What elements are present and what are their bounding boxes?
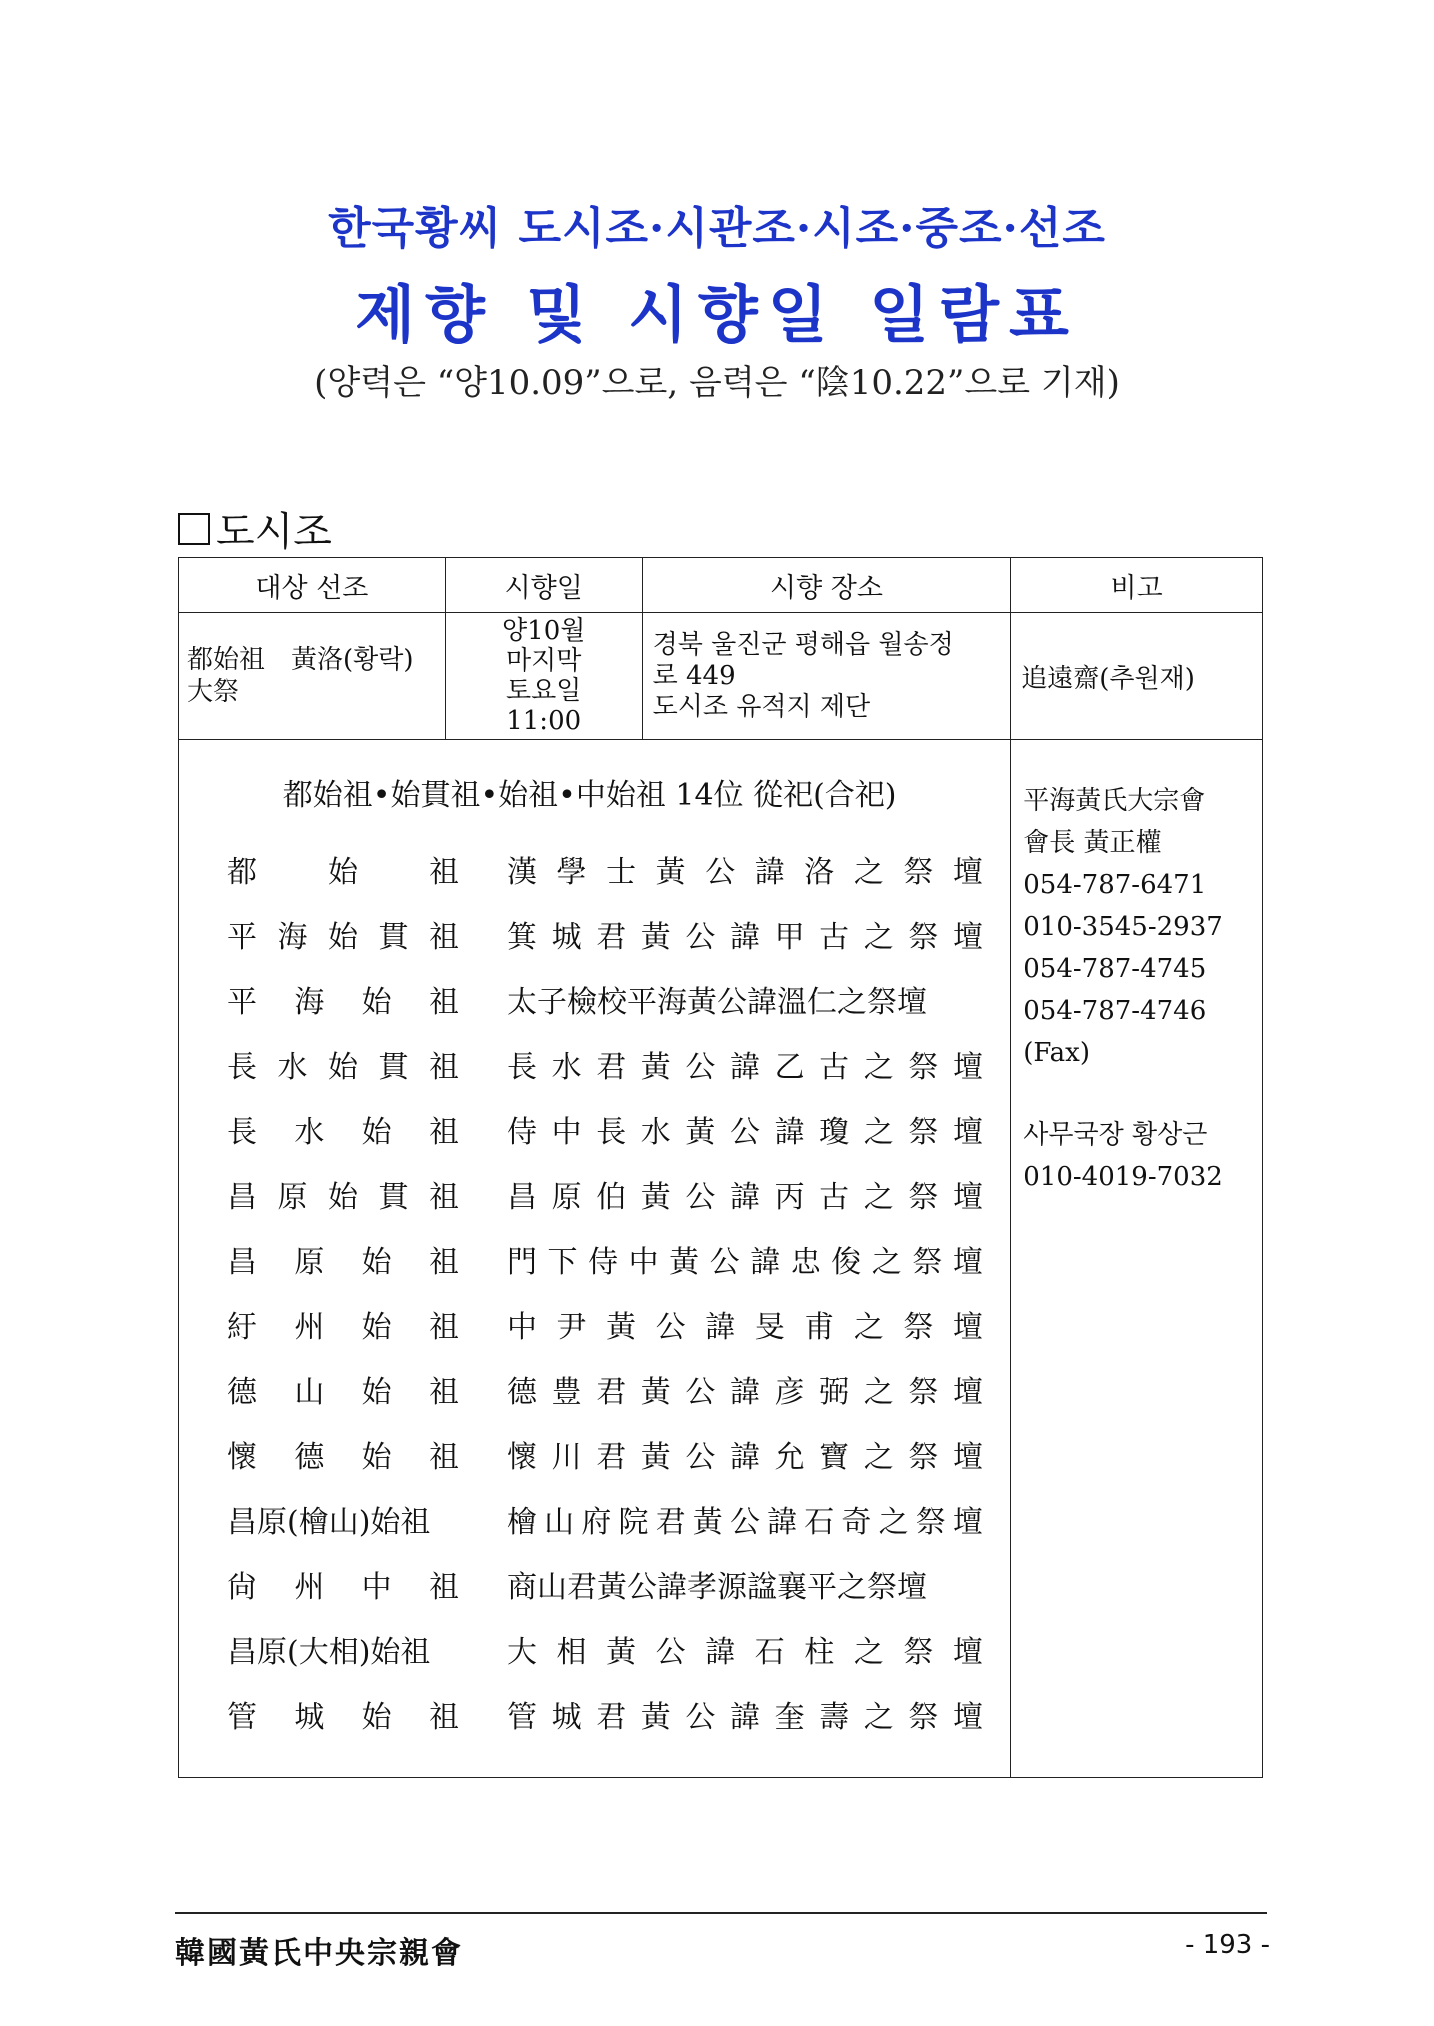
table-row (179, 613, 1263, 740)
ancestor-altar-char: 君 (596, 1439, 627, 1475)
ancestor-altar-char: 祭 (908, 1374, 939, 1410)
ancestor-altar-char: 黃 (685, 1114, 716, 1150)
ancestor-altar-char: 之 (863, 1114, 894, 1150)
section-label: 도시조 (216, 509, 332, 555)
ancestor-altar-char: 壇 (952, 1179, 983, 1215)
ancestor-title-char: 都 (227, 854, 257, 890)
ancestor-title-char: 原 (277, 1179, 308, 1215)
ancestor-title-char: 水 (277, 1049, 308, 1085)
ancestor-altar-char: 祭 (908, 919, 939, 955)
ancestor-title-char: 祖 (428, 1439, 459, 1475)
ancestor-row (179, 836, 1010, 901)
date-line: 토요일 (506, 676, 582, 706)
ancestor-title (227, 912, 459, 956)
ancestor-title-char: 祖 (428, 1114, 459, 1150)
ancestor-altar-char: 黃 (655, 854, 686, 890)
ancestor-altar-char: 中 (507, 1309, 537, 1345)
ancestor-altar-char: 之 (878, 1504, 909, 1540)
ancestor-row (179, 1226, 1010, 1291)
ancestor-altar-char: 諱 (729, 919, 760, 955)
ancestor-altar-char: 乙 (774, 1049, 805, 1085)
ancestor-row (179, 1551, 1010, 1616)
ancestor-title (227, 1042, 459, 1086)
ancestor-altar-char: 侍 (507, 1114, 537, 1150)
schedule-table (178, 557, 1263, 1778)
ancestor-altar-char: 諱 (729, 1374, 760, 1410)
ancestor-altar-char: 諱 (754, 854, 785, 890)
ancestor-altar-char: 黃 (640, 1374, 671, 1410)
ancestor-altar-char: 黃 (606, 1309, 637, 1345)
ancestor-title (227, 847, 459, 891)
place-line: 로 449 (652, 660, 736, 691)
ancestor-title-char: 始 (328, 1179, 358, 1215)
ancestor-altar-char: 君 (596, 1049, 627, 1085)
ancestor-altar-char: 柱 (804, 1634, 835, 1670)
ancestor-title-char: 始 (328, 1049, 358, 1085)
ancestor-row (179, 1681, 1010, 1746)
ancestor-altar-char: 瓊 (819, 1114, 850, 1150)
ancestor-altar-char: 壇 (952, 1634, 983, 1670)
ancestor-altar-char: 公 (685, 1699, 716, 1735)
ancestor-altar-char: 長 (596, 1114, 627, 1150)
contact-secretary-phone: 010-4019-7032 (1023, 1162, 1223, 1192)
ancestor-altar-char: 漢 (507, 854, 537, 890)
ancestor-altar-char: 古 (819, 919, 850, 955)
footer-org: 韓國黃氏中央宗親會 (175, 1936, 463, 1971)
ancestor-title-char: 尙 (227, 1569, 257, 1605)
ancestor-altar (507, 1107, 983, 1151)
table-header-row (179, 558, 1263, 613)
ancestor-altar-char: 祭 (903, 1634, 934, 1670)
ancestor-altar (507, 912, 983, 956)
date-cell (445, 613, 642, 740)
page-number: - 193 - (1185, 1930, 1270, 1960)
ancestor-title-char: 山 (294, 1374, 325, 1410)
ancestor-altar-char: 水 (551, 1049, 582, 1085)
ancestor-row (179, 1031, 1010, 1096)
ancestor-altar-char: 祭 (908, 1699, 939, 1735)
ancestor-altar-char: 允 (774, 1439, 805, 1475)
ancestor-altar-char: 太子檢校平海黃公諱溫仁之祭壇 (507, 984, 927, 1020)
ancestor-altar-char: 黃 (640, 1439, 671, 1475)
ancestor-title-char: 祖 (428, 1699, 459, 1735)
ancestor-title-char: 祖 (428, 1569, 459, 1605)
target-cell (179, 613, 446, 740)
title-line-2: 제향 및 시향일 일람표 (355, 278, 1079, 351)
ancestor-title-char: 祖 (428, 1374, 459, 1410)
ancestor-altar-char: 祭 (915, 1504, 946, 1540)
ancestor-altar (507, 1042, 983, 1086)
ancestor-altar-char: 門 (507, 1244, 537, 1280)
ancestor-altar-char: 祭 (908, 1179, 939, 1215)
ancestor-title (227, 1432, 459, 1476)
ancestor-altar-char: 伯 (596, 1179, 627, 1215)
ancestor-altar-char: 丙 (774, 1179, 805, 1215)
ancestor-row (179, 1616, 1010, 1681)
contact-phone: 054-787-4746 (1023, 996, 1207, 1026)
ancestor-title-char: 海 (294, 984, 325, 1020)
ancestor-altar-char: 管 (507, 1699, 537, 1735)
ancestor-title-char: 祖 (429, 854, 459, 890)
ancestor-altar-char: 公 (655, 1309, 686, 1345)
target-line: 大祭 (187, 677, 240, 707)
title-line-1: 한국황씨 도시조·시관조·시조·중조·선조 (328, 203, 1106, 254)
ancestor-altar-char: 壇 (952, 919, 983, 955)
ancestor-title-char: 昌原(檜山)始祖 (227, 1504, 431, 1540)
place-line: 경북 울진군 평해읍 월송정 (652, 629, 954, 660)
ancestor-altar-char: 古 (819, 1049, 850, 1085)
ancestor-title-char: 貫 (378, 919, 409, 955)
ancestor-altar-char: 諱 (705, 1634, 736, 1670)
date-line: 양10월 (502, 616, 586, 646)
ancestor-title-char: 始 (361, 984, 392, 1020)
ancestors-cell (179, 740, 1011, 1778)
ancestor-altar-char: 黃 (640, 1049, 671, 1085)
place-cell (642, 613, 1011, 740)
contact-secretary: 사무국장 황상근 (1023, 1120, 1208, 1150)
ancestor-altar-char: 祭 (912, 1244, 943, 1280)
ancestor-altar-char: 下 (547, 1244, 578, 1280)
ancestor-altar-char: 祭 (908, 1439, 939, 1475)
ancestor-altar (507, 1432, 983, 1476)
date-line: 11:00 (506, 706, 582, 736)
ancestor-altar-char: 士 (606, 854, 637, 890)
ancestor-altar-char: 原 (551, 1179, 582, 1215)
ancestor-altar-char: 之 (871, 1244, 902, 1280)
ancestor-altar-char: 侍 (588, 1244, 619, 1280)
ancestor-altar-char: 黃 (640, 1699, 671, 1735)
ancestor-altar-char: 黃 (669, 1244, 700, 1280)
ancestor-altar-char: 祭 (908, 1114, 939, 1150)
ancestor-altar-char: 壽 (819, 1699, 850, 1735)
contact-phone: 054-787-4745 (1023, 954, 1207, 984)
ancestor-title-char: 祖 (429, 919, 459, 955)
ancestor-title-char: 原 (294, 1244, 325, 1280)
ancestor-altar-char: 府 (581, 1504, 612, 1540)
ancestor-title (227, 1367, 459, 1411)
ancestor-title (227, 977, 459, 1021)
ancestor-row (179, 966, 1010, 1031)
ancestor-altar-char: 諱 (729, 1049, 760, 1085)
ancestor-altar-char: 忠 (790, 1244, 821, 1280)
ancestor-altar-char: 古 (819, 1179, 850, 1215)
ancestor-title-char: 昌 (227, 1244, 257, 1280)
header-place: 시향 장소 (642, 558, 1011, 613)
ancestor-title-char: 管 (227, 1699, 257, 1735)
ancestor-altar-char: 石 (804, 1504, 835, 1540)
ancestor-title-char: 始 (328, 854, 358, 890)
ancestor-altar-char: 學 (556, 854, 587, 890)
ancestor-altar-char: 諱 (767, 1504, 798, 1540)
ancestor-altar-char: 中 (628, 1244, 659, 1280)
ancestor-title-char: 德 (227, 1374, 257, 1410)
ancestor-altar (507, 977, 983, 1021)
contact-cell (1011, 740, 1263, 1778)
ancestor-title-char: 祖 (429, 1049, 459, 1085)
ancestor-altar-char: 豊 (551, 1374, 582, 1410)
ancestor-altar-char: 德 (507, 1374, 537, 1410)
ancestor-altar-char: 君 (596, 1699, 627, 1735)
ancestor-altar (507, 1627, 983, 1671)
ancestor-altar-char: 甫 (804, 1309, 835, 1345)
ancestor-altar (507, 1302, 983, 1346)
ancestor-altar-char: 箕 (507, 919, 537, 955)
footer-divider (175, 1912, 1267, 1914)
ancestor-altar-char: 壇 (952, 1114, 983, 1150)
ancestor-altar-char: 諱 (750, 1244, 781, 1280)
ancestor-altar-char: 川 (551, 1439, 582, 1475)
ancestor-title-char: 平 (227, 919, 257, 955)
ancestor-title-char: 祖 (428, 984, 459, 1020)
ancestor-title-char: 海 (277, 919, 308, 955)
ancestor-altar-char: 公 (685, 1049, 716, 1085)
ancestor-title (227, 1692, 459, 1736)
ancestor-title-char: 祖 (429, 1179, 459, 1215)
ancestor-altar-char: 城 (551, 1699, 582, 1735)
ancestor-altar-char: 公 (685, 1179, 716, 1215)
ancestor-title (227, 1107, 459, 1151)
ancestor-altar-char: 壇 (952, 1439, 983, 1475)
ancestor-title-char: 始 (361, 1374, 392, 1410)
ancestor-row (179, 1096, 1010, 1161)
ancestor-altar-char: 壇 (952, 1244, 983, 1280)
ancestor-altar-char: 奎 (774, 1699, 805, 1735)
contact-phone: 054-787-6471 (1023, 870, 1207, 900)
ancestor-title (227, 1562, 459, 1606)
checkbox-icon (178, 513, 210, 545)
header-date: 시향일 (445, 558, 642, 613)
ancestor-altar-char: 城 (551, 919, 582, 955)
ancestor-altar-char: 諱 (729, 1439, 760, 1475)
ancestor-title (227, 1627, 459, 1671)
ancestor-title-char: 水 (294, 1114, 325, 1150)
ancestor-altar-char: 甲 (774, 919, 805, 955)
ancestor-title-char: 德 (294, 1439, 325, 1475)
ancestor-altar-char: 之 (863, 919, 894, 955)
ancestor-row (179, 1291, 1010, 1356)
ancestor-altar-char: 諱 (729, 1179, 760, 1215)
ancestor-altar-char: 公 (685, 919, 716, 955)
ancestor-row (179, 1486, 1010, 1551)
ancestor-altar-char: 諱 (774, 1114, 805, 1150)
ancestor-title (227, 1497, 459, 1541)
ancestor-altar-char: 洛 (804, 854, 835, 890)
header-target: 대상 선조 (179, 558, 446, 613)
ancestor-altar-char: 壇 (952, 1504, 983, 1540)
ancestor-altar (507, 1367, 983, 1411)
ancestor-altar-char: 寶 (819, 1439, 850, 1475)
ancestor-altar (507, 847, 983, 891)
ancestor-altar-char: 君 (596, 1374, 627, 1410)
ancestor-altar-char: 奇 (841, 1504, 872, 1540)
ancestor-altar-char: 公 (655, 1634, 686, 1670)
ancestor-title-char: 始 (361, 1699, 392, 1735)
ancestor-altar-char: 中 (551, 1114, 582, 1150)
ancestor-altar-char: 之 (863, 1374, 894, 1410)
ancestor-title-char: 貫 (378, 1049, 409, 1085)
ancestor-altar-char: 黃 (640, 1179, 671, 1215)
ancestor-row (179, 901, 1010, 966)
ancestor-altar-char: 公 (685, 1439, 716, 1475)
ancestor-altar-char: 君 (655, 1504, 686, 1540)
ancestor-altar-char: 昌 (507, 1179, 537, 1215)
ancestor-altar-char: 諱 (729, 1699, 760, 1735)
ancestor-altar-char: 旻 (754, 1309, 785, 1345)
ancestor-altar-char: 弼 (819, 1374, 850, 1410)
ancestor-altar-char: 商山君黃公諱孝源諡襄平之祭壇 (507, 1569, 927, 1605)
ancestor-title-char: 中 (361, 1569, 392, 1605)
ancestor-altar-char: 之 (863, 1699, 894, 1735)
ancestor-title-char: 貫 (378, 1179, 409, 1215)
ancestor-altar-char: 俊 (831, 1244, 862, 1280)
ancestors-list (179, 740, 1010, 1746)
ancestor-altar-char: 院 (618, 1504, 649, 1540)
ancestor-altar-char: 黃 (606, 1634, 637, 1670)
ancestor-row (179, 1421, 1010, 1486)
ancestor-altar-char: 相 (556, 1634, 587, 1670)
contact-president: 會長 黃正權 (1023, 828, 1162, 858)
ancestor-altar-char: 懷 (507, 1439, 537, 1475)
ancestor-title (227, 1172, 459, 1216)
ancestor-altar-char: 祭 (903, 854, 934, 890)
ancestor-altar (507, 1692, 983, 1736)
ancestor-title (227, 1237, 459, 1281)
ancestor-title-char: 始 (328, 919, 358, 955)
ancestor-title (227, 1302, 459, 1346)
ancestor-altar-char: 諱 (705, 1309, 736, 1345)
ancestor-altar-char: 壇 (952, 1049, 983, 1085)
ancestor-altar-char: 之 (853, 1634, 884, 1670)
ancestor-title-char: 始 (361, 1244, 392, 1280)
ancestor-title-char: 祖 (428, 1309, 459, 1345)
ancestor-altar-char: 黃 (692, 1504, 723, 1540)
ancestor-altar-char: 彦 (774, 1374, 805, 1410)
ancestor-row (179, 1161, 1010, 1226)
ancestor-title-char: 昌 (227, 1179, 257, 1215)
ancestor-title-char: 懷 (227, 1439, 257, 1475)
ancestor-title-char: 始 (361, 1309, 392, 1345)
ancestor-title-char: 始 (361, 1114, 392, 1150)
ancestor-title-char: 州 (294, 1569, 325, 1605)
ancestor-altar-char: 之 (863, 1179, 894, 1215)
ancestor-altar-char: 祭 (903, 1309, 934, 1345)
ancestor-altar-char: 石 (754, 1634, 785, 1670)
place-line: 도시조 유적지 제단 (652, 691, 871, 722)
ancestor-altar-char: 之 (853, 1309, 884, 1345)
ancestor-title-char: 平 (227, 984, 257, 1020)
ancestor-altar-char: 之 (863, 1049, 894, 1085)
ancestor-altar-char: 大 (507, 1634, 537, 1670)
section-heading (178, 500, 332, 557)
ancestor-title-char: 城 (294, 1699, 325, 1735)
ancestor-altar-char: 公 (709, 1244, 740, 1280)
ancestor-altar-char: 之 (853, 854, 884, 890)
contact-fax-label: (Fax) (1023, 1038, 1090, 1068)
ancestor-altar-char: 長 (507, 1049, 537, 1085)
subtitle: (양력은 “양10.09”으로, 음력은 “陰10.22”으로 기재) (314, 363, 1120, 403)
ancestor-altar-char: 壇 (952, 1309, 983, 1345)
table-row (179, 740, 1263, 1778)
ancestor-altar-char: 壇 (952, 854, 983, 890)
ancestor-altar-char: 尹 (556, 1309, 587, 1345)
ancestor-title-char: 昌原(大相)始祖 (227, 1634, 431, 1670)
ancestor-altar-char: 君 (596, 919, 627, 955)
ancestor-altar-char: 壇 (952, 1374, 983, 1410)
ancestor-altar-char: 公 (729, 1504, 760, 1540)
ancestor-altar-char: 祭 (908, 1049, 939, 1085)
note-cell: 追遠齋(추원재) (1011, 613, 1263, 740)
ancestor-title-char: 始 (361, 1439, 392, 1475)
ancestor-title-char: 長 (227, 1114, 257, 1150)
ancestors-title: 都始祖•始貫祖•始祖•中始祖 14位 從祀(合祀) (282, 778, 897, 813)
ancestor-title-char: 長 (227, 1049, 257, 1085)
header-note: 비고 (1011, 558, 1263, 613)
ancestor-altar-char: 山 (544, 1504, 575, 1540)
ancestor-altar-char: 公 (685, 1374, 716, 1410)
ancestor-altar-char: 檜 (507, 1504, 537, 1540)
ancestor-title-char: 州 (294, 1309, 325, 1345)
contact-phone: 010-3545-2937 (1023, 912, 1223, 942)
ancestor-altar-char: 之 (863, 1439, 894, 1475)
ancestor-altar-char: 公 (705, 854, 736, 890)
ancestor-title-char: 紆 (227, 1309, 257, 1345)
target-line: 都始祖 黃洛(황락) (187, 645, 414, 675)
ancestor-altar (507, 1172, 983, 1216)
ancestor-altar (507, 1562, 983, 1606)
ancestor-altar-char: 黃 (640, 919, 671, 955)
ancestor-title-char: 祖 (428, 1244, 459, 1280)
ancestor-altar-char: 公 (729, 1114, 760, 1150)
ancestor-altar (507, 1237, 983, 1281)
ancestor-altar-char: 水 (640, 1114, 671, 1150)
ancestor-row (179, 1356, 1010, 1421)
contact-org: 平海黃氏大宗會 (1023, 786, 1206, 816)
ancestor-altar-char: 壇 (952, 1699, 983, 1735)
date-line: 마지막 (506, 646, 582, 676)
ancestor-altar (507, 1497, 983, 1541)
